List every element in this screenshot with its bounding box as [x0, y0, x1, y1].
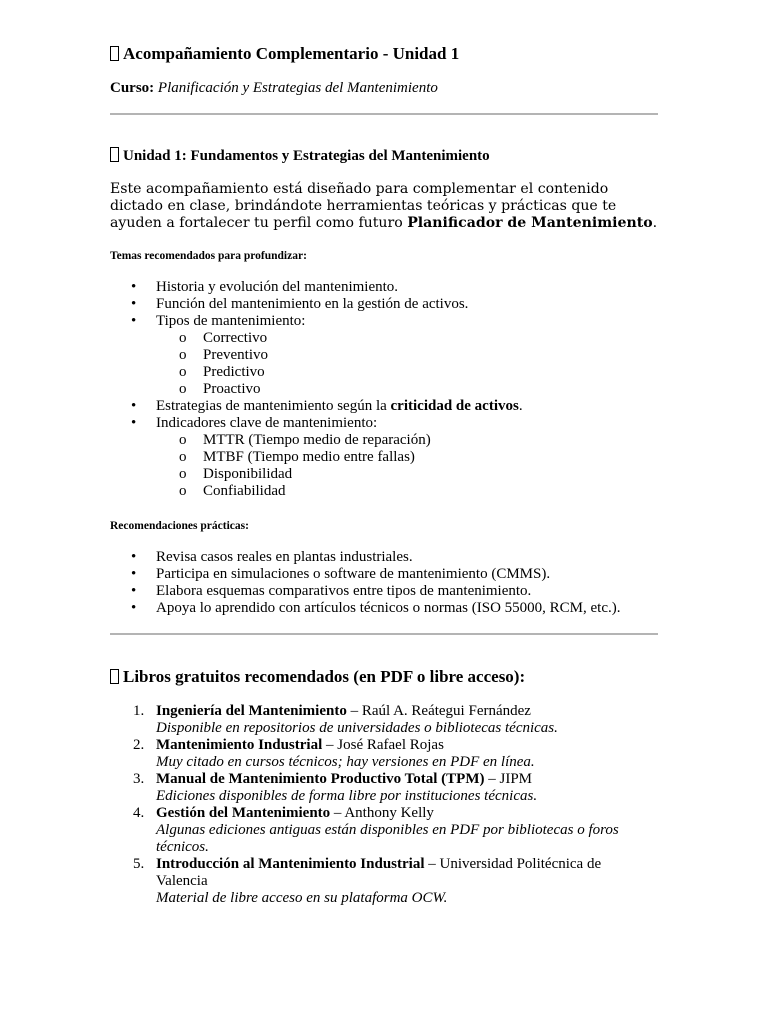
list-item: • Elabora esquemas comparativos entre tipos de mantenimiento. [0, 583, 621, 600]
practical-heading: Recomendaciones prácticas: [110, 520, 249, 532]
list-item: • Historia y evolución del mantenimiento. [0, 279, 523, 296]
book-note: Algunas ediciones antiguas están disponibles en PDF por bibliotecas o foros técnicos. [156, 822, 619, 855]
list-item: • Revisa casos reales en plantas industriales. [0, 549, 621, 566]
missing-glyph-icon [110, 147, 119, 162]
course-label: Curso: [110, 80, 155, 96]
list-item: • Participa en simulaciones o software de mantenimiento (CMMS). [0, 566, 621, 583]
list-item: 5. Introducción al Mantenimiento Industrial – Universidad Politécnica de Valencia Material de libre acceso en su plataforma OCW. [0, 856, 626, 907]
divider [110, 633, 658, 635]
intro-paragraph: Este acompañamiento está diseñado para complementar el contenido dictado en clase, brindándote herramientas teóricas y prácticas que te ayuden a fortalecer tu perfil como futuro Planificador de Mantenimiento. [110, 181, 658, 231]
practical-list [0, 549, 621, 617]
topics-heading: Temas recomendados para profundizar: [110, 250, 307, 262]
list-item: 2. Mantenimiento Industrial – José Rafael Rojas Muy citado en cursos técnicos; hay versiones en PDF en línea. [0, 737, 626, 771]
list-item: • Tipos de mantenimiento: [0, 313, 523, 330]
list-item: 3. Manual de Mantenimiento Productivo Total (TPM) – JIPM Ediciones disponibles de forma libre por instituciones técnicas. [0, 771, 626, 805]
list-item: o Preventivo [0, 347, 523, 364]
list-item: o Predictivo [0, 364, 523, 381]
list-item: o Confiabilidad [0, 483, 523, 500]
missing-glyph-icon [110, 46, 119, 61]
books-list [0, 703, 626, 907]
book-title: Manual de Mantenimiento Productivo Total (TPM) [156, 771, 485, 787]
divider [110, 113, 658, 115]
list-item: • Indicadores clave de mantenimiento: [0, 415, 523, 432]
book-note: Disponible en repositorios de universidades o bibliotecas técnicas. [156, 720, 558, 736]
intro-emphasis: Planificador de Mantenimiento [407, 215, 653, 231]
book-note: Material de libre acceso en su plataforma OCW. [156, 890, 448, 906]
list-item: o Proactivo [0, 381, 523, 398]
list-item: o MTTR (Tiempo medio de reparación) [0, 432, 523, 449]
missing-glyph-icon [110, 669, 119, 684]
books-heading: Libros gratuitos recomendados (en PDF o libre acceso): [110, 667, 525, 687]
list-item: o Correctivo [0, 330, 523, 347]
list-item: • Apoya lo aprendido con artículos técnicos o normas (ISO 55000, RCM, etc.). [0, 600, 621, 617]
list-item: • Estrategias de mantenimiento según la criticidad de activos. [0, 398, 523, 415]
list-item: o MTBF (Tiempo medio entre fallas) [0, 449, 523, 466]
book-note: Muy citado en cursos técnicos; hay versiones en PDF en línea. [156, 754, 535, 770]
book-title: Mantenimiento Industrial [156, 737, 323, 753]
book-title: Introducción al Mantenimiento Industrial [156, 856, 425, 872]
book-note: Ediciones disponibles de forma libre por instituciones técnicas. [156, 788, 538, 804]
course-line [110, 80, 438, 97]
unit-heading: Unidad 1: Fundamentos y Estrategias del Mantenimiento [110, 147, 490, 165]
book-title: Ingeniería del Mantenimiento [156, 703, 347, 719]
course-name: Planificación y Estrategias del Mantenimiento [157, 80, 438, 96]
list-item: o Disponibilidad [0, 466, 523, 483]
list-item: • Función del mantenimiento en la gestión de activos. [0, 296, 523, 313]
document-title: Acompañamiento Complementario - Unidad 1 [110, 44, 459, 64]
book-title: Gestión del Mantenimiento [156, 805, 331, 821]
list-item: 1. Ingeniería del Mantenimiento – Raúl A. Reátegui Fernández Disponible en repositorios de universidades o bibliotecas técnicas. [0, 703, 626, 737]
topics-list [0, 279, 523, 500]
list-item: 4. Gestión del Mantenimiento – Anthony Kelly Algunas ediciones antiguas están disponibles en PDF por bibliotecas o foros técnicos. [0, 805, 626, 856]
